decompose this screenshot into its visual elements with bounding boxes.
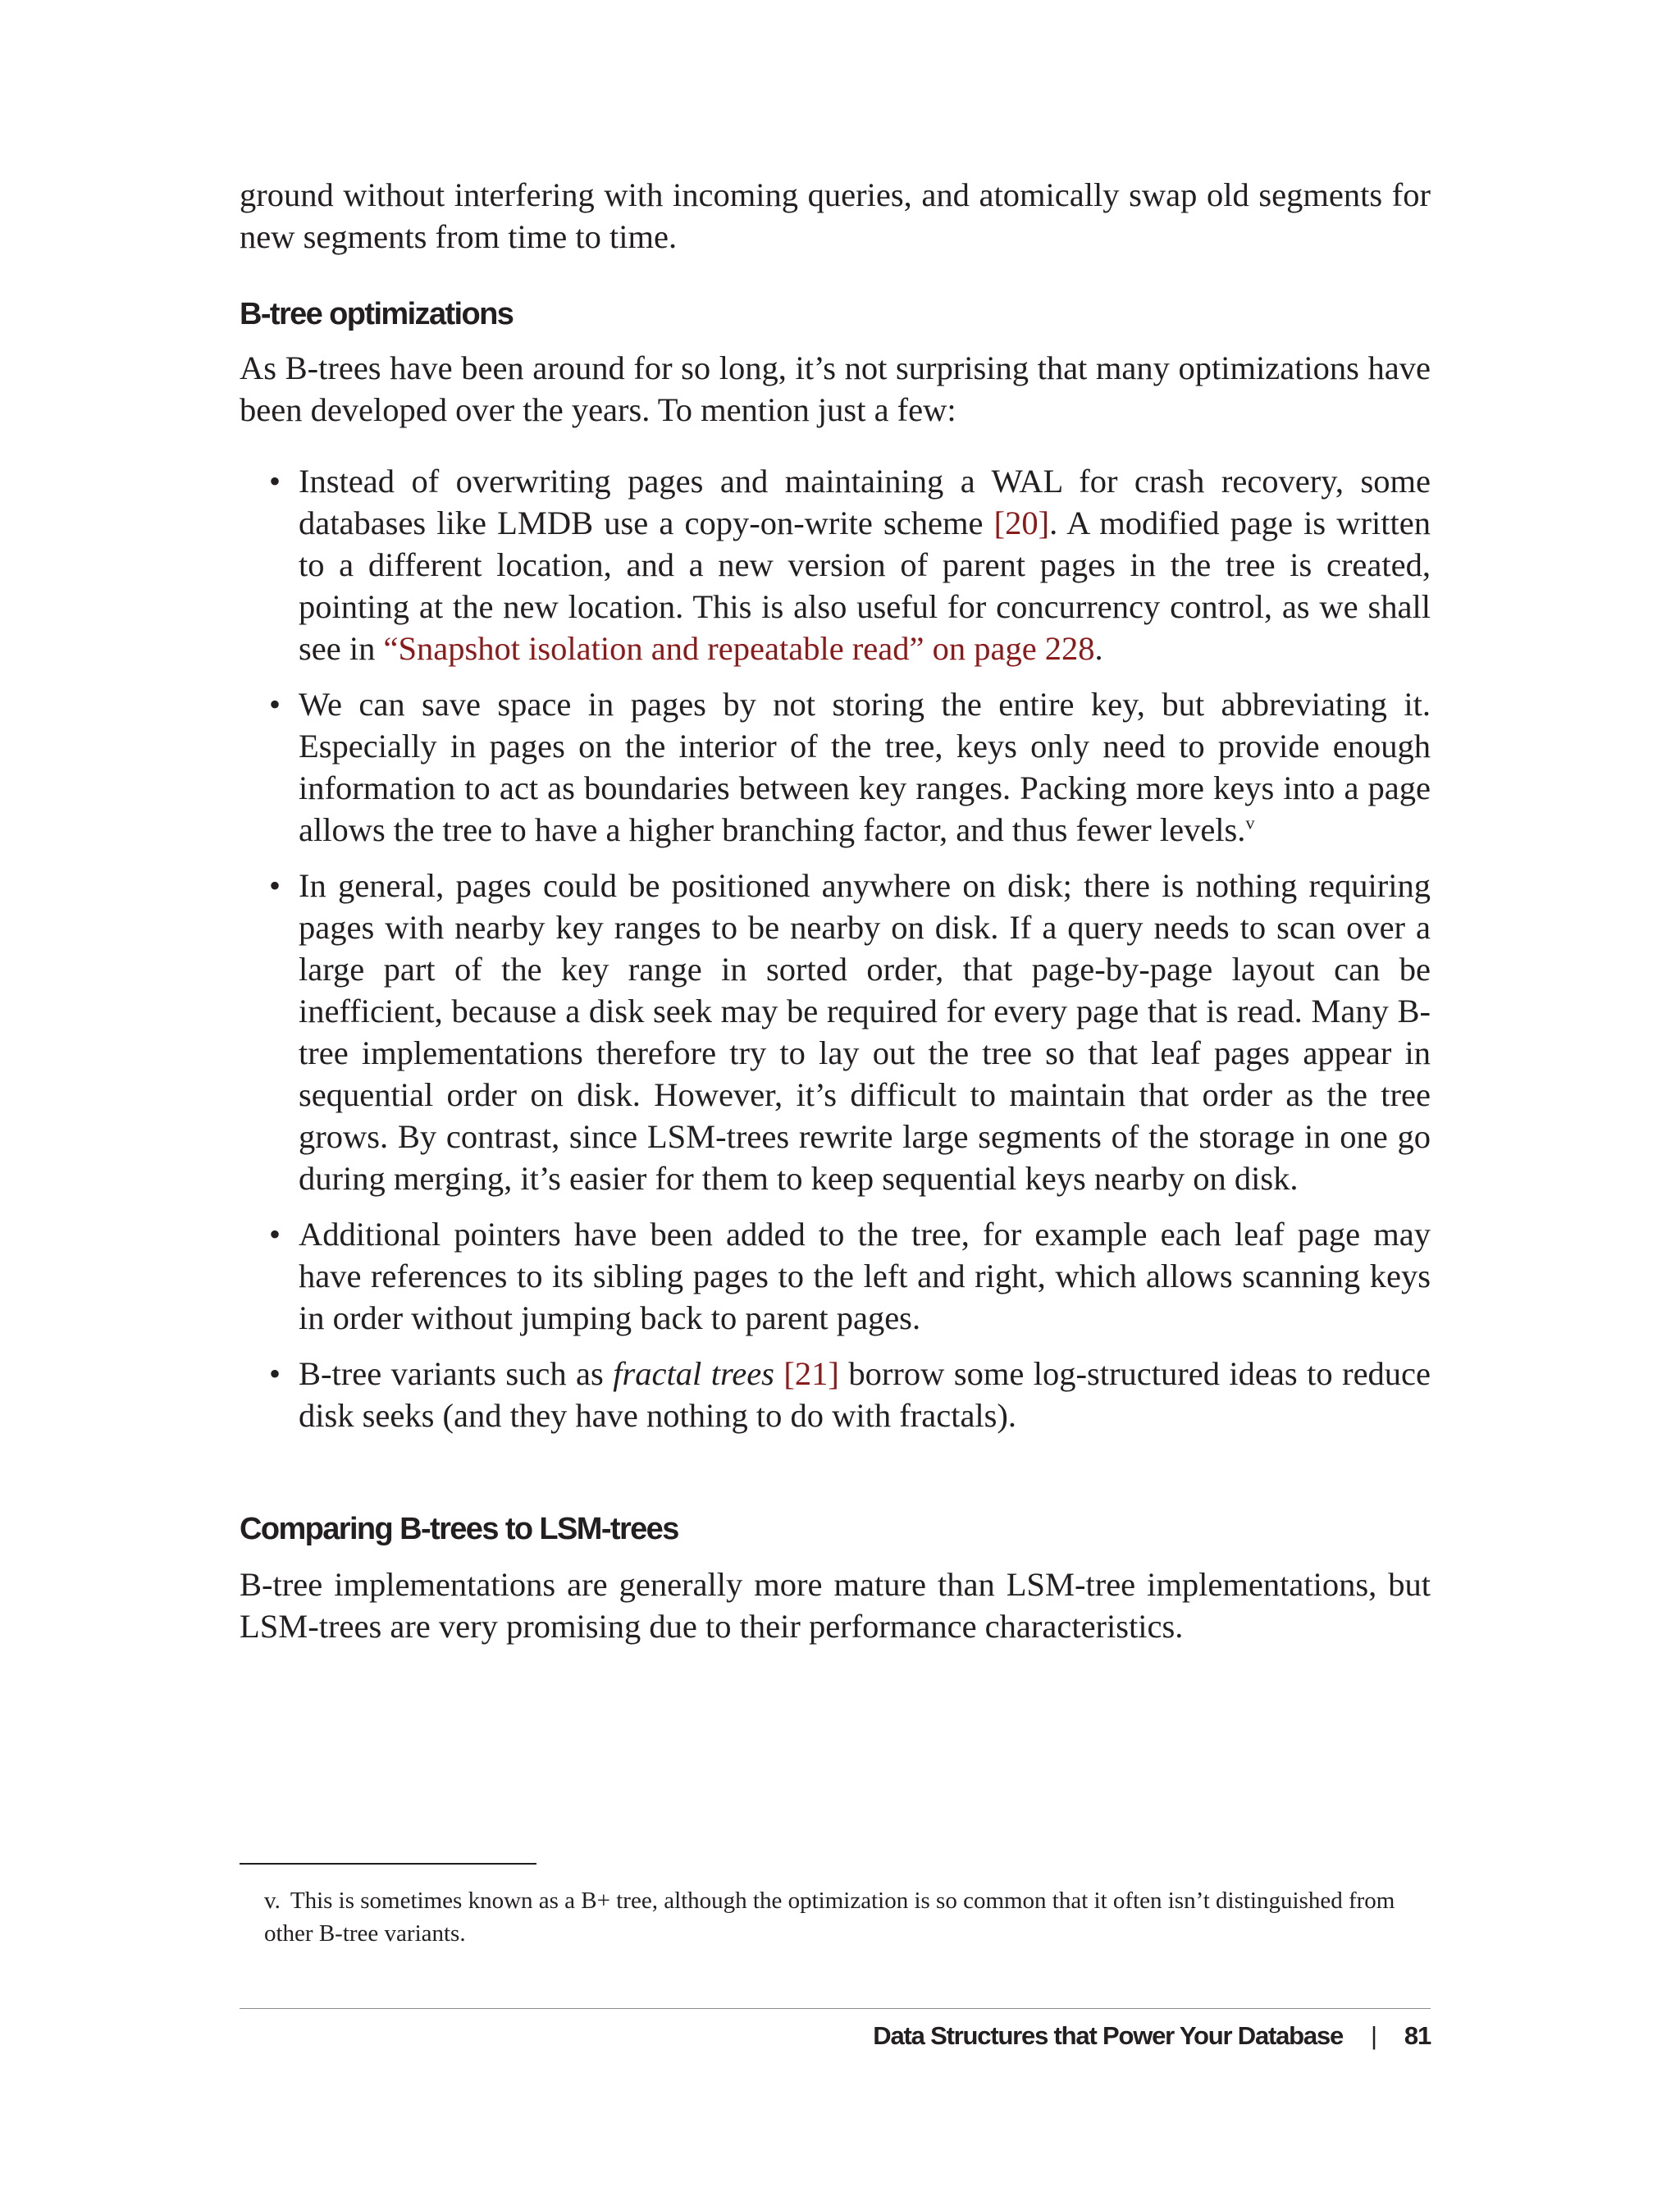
list-item-page-layout: • In general, pages could be positioned anywhere on disk; there is nothing requiring pages with nearby key ranges to be nearby on disk. If a query needs to scan over a large part of the key range in sorted order, that page-by-page layout can be inefficient, because a disk seek may be required for every page that is read. Many B-tree implementations therefore try to lay out the tree so that leaf pages appear in sequential order on disk. However, it’s difficult to maintain that order as the tree grows. By contrast, since LSM-trees rewrite large segments of the storage in one go during merging, it’s easier for them to keep sequential keys nearby on disk.	[240, 865, 1431, 1199]
list-item-key-abbreviation: • We can save space in pages by not storing the entire key, but abbreviating it. Especially in pages on the interior of the tree, keys only need to provide enough information to act as boundaries between key ranges. Packing more keys into a page allows the tree to have a higher branching factor, and thus fewer levels.$^v$	[240, 683, 1431, 851]
footer-divider	[240, 2008, 1431, 2009]
bullet-icon: •	[269, 1216, 281, 1253]
footnote-marker-v[interactable]: v	[1245, 812, 1255, 833]
footnote-v	[264, 1884, 1413, 1950]
list-item-fractal-trees: • B-tree variants such as fractal trees [21] borrow some log-structured ideas to reduce disk seeks (and they have nothing to do with fractals).	[240, 1353, 1431, 1436]
running-footer	[873, 2021, 1431, 2051]
citation-link-21[interactable]: [21]	[783, 1355, 839, 1392]
comparing-paragraph: B-tree implementations are generally more mature than LSM-tree implementations, but LSM-trees are very promising due to their performance characteristics.	[240, 1566, 1431, 1645]
footnote-text: This is sometimes known as a B+ tree, although the optimization is so common that it often isn’t distinguished from other B-tree variants.	[264, 1888, 1395, 1947]
heading-comparing-btrees-lsm: Comparing B-trees to LSM-trees	[240, 1512, 678, 1546]
footnote-label: v.	[264, 1888, 281, 1914]
list-item-copy-on-write: • Instead of overwriting pages and maintaining a WAL for crash recovery, some databases like LMDB use a copy-on-write scheme [20]. A modified page is written to a different location, and a new version of parent pages in the tree is created, pointing at the new location. This is also useful for concurrency control, as we shall see in “Snapshot isolation and repeatable read” on page 228.	[240, 460, 1431, 669]
bullet-icon: •	[269, 1355, 281, 1392]
bullet-icon: •	[269, 867, 281, 904]
heading-btree-optimizations: B-tree optimizations	[240, 297, 514, 331]
footnote-divider	[240, 1863, 536, 1865]
emphasis-fractal-trees: fractal trees	[613, 1355, 774, 1392]
citation-link-20[interactable]: [20]	[993, 504, 1050, 541]
page-number: 81	[1404, 2021, 1431, 2050]
list-item-sibling-pointers: • Additional pointers have been added to the tree, for example each leaf page may have references to its sibling pages to the left and right, which allows scanning keys in order without jumping back to parent pages.	[240, 1213, 1431, 1339]
main-text-block	[240, 174, 1431, 1647]
bullet-icon: •	[269, 686, 281, 723]
footer-chapter-title: Data Structures that Power Your Database	[873, 2021, 1344, 2050]
cross-reference-link-snapshot-isolation[interactable]: “Snapshot isolation and repeatable read” on page 228	[383, 630, 1095, 667]
optimizations-list	[240, 460, 1431, 1436]
intro-paragraph: ground without interfering with incoming queries, and atomically swap old segments for new segments from time to time.	[240, 176, 1431, 255]
footer-separator: |	[1371, 2021, 1376, 2050]
bullet-icon: •	[269, 463, 281, 500]
optimizations-intro-paragraph: As B-trees have been around for so long, it’s not surprising that many optimizations have been developed over the years. To mention just a few:	[240, 349, 1431, 428]
